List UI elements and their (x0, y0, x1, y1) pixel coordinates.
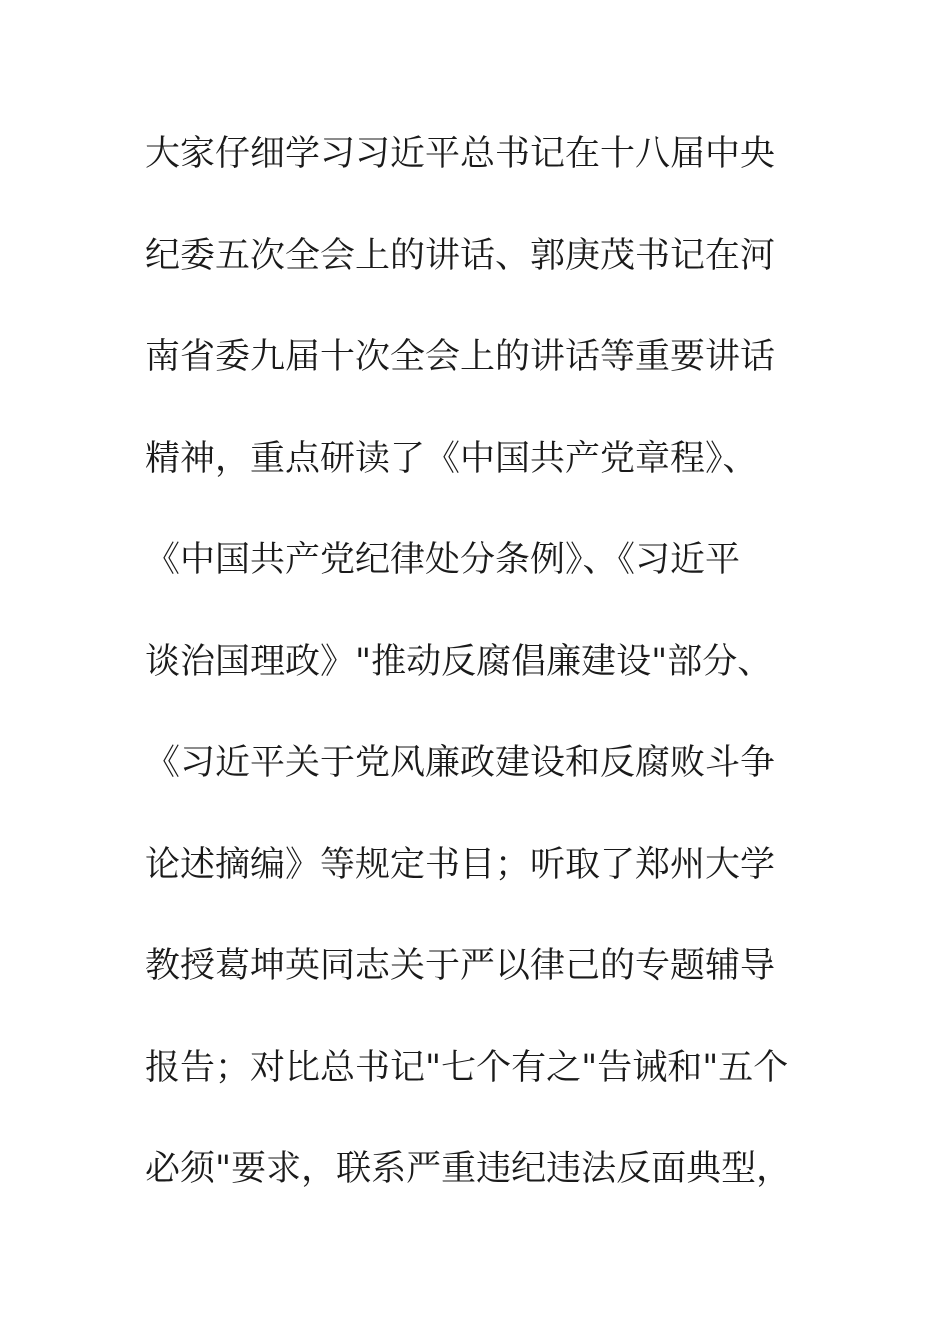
text-line: 论述摘编》等规定书目；听取了郑州大学 (145, 844, 776, 885)
text-line: 纪委五次全会上的讲话、郭庚茂书记在河 (145, 235, 776, 276)
text-line: 教授葛坤英同志关于严以律己的专题辅导 (145, 946, 776, 986)
text-line: 《中国共产党纪律处分条例》、《习近平 (145, 540, 741, 580)
text-line: 《习近平关于党风廉政建设和反腐败斗争 (145, 743, 776, 783)
text-line: 谈治国理政》"推动反腐倡廉建设"部分、 (145, 641, 773, 682)
body-paragraph (145, 124, 825, 1241)
text-line: 报告；对比总书记"七个有之"告诫和"五个 (145, 1047, 789, 1088)
text-line: 大家仔细学习习近平总书记在十八届中央 (145, 134, 776, 174)
text-line: 精神，重点研读了《中国共产党章程》、 (145, 438, 758, 479)
text-line: 必须"要求，联系严重违纪违法反面典型， (145, 1149, 792, 1189)
text-line: 南省委九届十次全会上的讲话等重要讲话 (145, 337, 776, 377)
